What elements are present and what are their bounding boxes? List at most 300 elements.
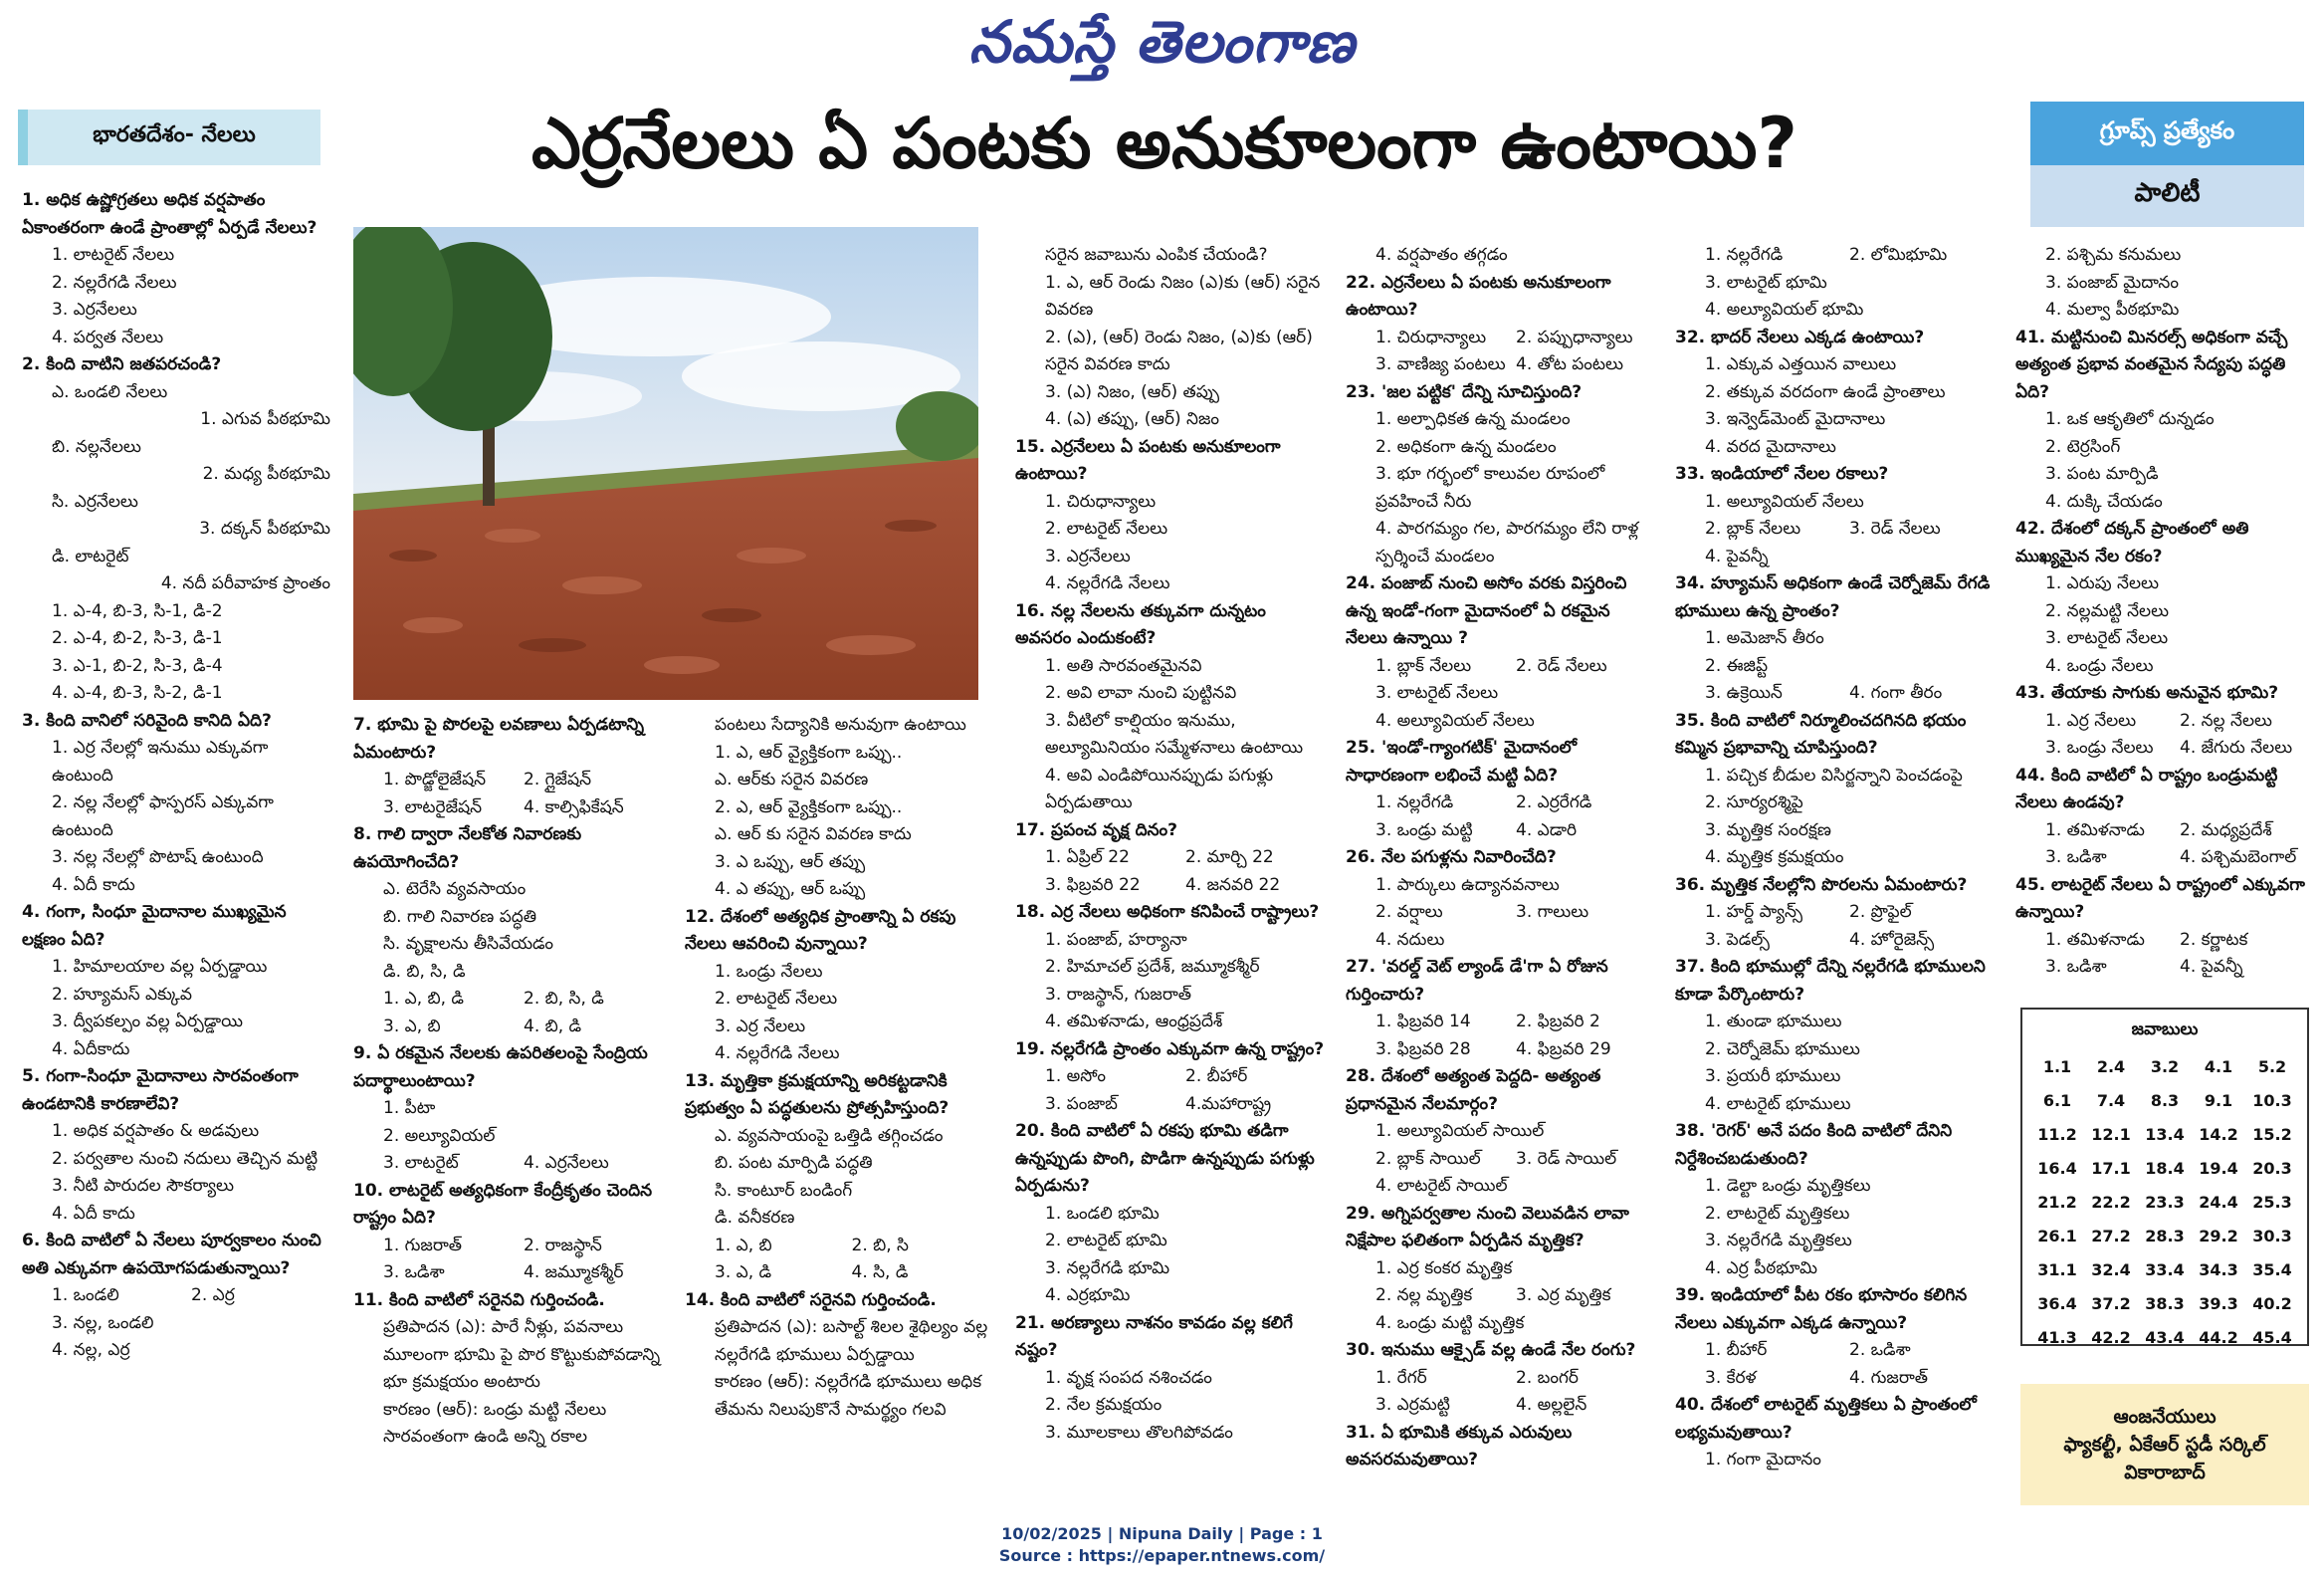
question-text: 8. గాలి ద్వారా నేలకోత నివారణకు ఉపయోగించేది? [353,824,582,872]
option-text: 1. పంజాబ్, హర్యానా [1045,929,1187,950]
option-pair [353,1259,664,1287]
option-text: 3. నల్లరేగడి మృత్తికలు [1705,1231,1852,1250]
option-pair [1346,1146,1656,1174]
question-text: 25. 'ఇండో-గ్యాంగటిక్' మైదానంలో సాధారణంగా లభించే మట్టి ఏది? [1346,738,1578,786]
option-text: 4. వరద మైదానాలు [1705,436,1836,457]
answer-cell: 39.3 [2199,1294,2238,1313]
option-text: 4. ఎర్రభూమి [1045,1285,1131,1305]
option-text: ప్రతిపాదన (ఎ): పారే నీళ్లు, పవనాలు మూలంగా భూమి పై పొర కొట్టుకుపోవడాన్ని భూ క్రమక్షయం అంటారు [383,1317,661,1392]
option-text: 1. ఎర్ర నేలలు [2045,710,2137,731]
answer-cell: 34.3 [2199,1260,2238,1279]
option-text: 3. ఎర్ర మృత్తిక [1516,1285,1611,1305]
option-pair [353,1150,664,1178]
option-text: 4. నదులు [1375,929,1445,950]
option-text: 2. బి, సి, డి [524,989,604,1009]
option-text: 2. బంగర్ [1516,1367,1579,1388]
option-text: 1. ఎర్ర నేలల్లో ఇనుము ఎక్కువగా ఉంటుంది [52,738,269,786]
option-text: 1. పార్కులు ఉద్యానవనాలు [1375,874,1560,895]
answer-cell: 12.1 [2091,1125,2131,1144]
option-text: సి. వృక్షాలను తీసివేయడం [383,934,553,954]
question-text: 33. ఇండియాలో నేలల రకాలు? [1675,464,1889,484]
option-text: 1. ఫిబ్రవరి 14 [1375,1012,1471,1031]
option-text: 2. లోమిభూమి [1849,245,1948,265]
column-2 [353,712,664,1452]
option-text: 3. గాలులు [1516,902,1589,922]
page-footer [0,1523,2324,1567]
answer-cell: 6.1 [2042,1091,2072,1110]
question-text: 1. అధిక ఉష్ణోగ్రతలు అధిక వర్షపాతం ఏకాంతరంగా ఉండే ప్రాంతాల్లో ఏర్పడే నేలలు? [22,190,317,238]
question-text: 37. కింది భూముల్లో దేన్ని నల్లరేగడి భూములని కూడా పేర్కొంటారు? [1675,957,1986,1005]
answer-cell: 4.1 [2204,1057,2233,1076]
question-text: 14. కింది వాటిలో సరైనవి గుర్తించండి. [685,1289,937,1310]
option-text: 1. పీటా [383,1098,436,1118]
option-text: 3. నీటి పారుదల సౌకర్యాలు [52,1176,234,1196]
option-pair [1675,680,1994,708]
question-text: 17. ప్రపంచ వృక్ష దినం? [1015,819,1177,840]
option-text: ఎ. టెరేసి వ్యవసాయం [383,879,527,899]
question-text: 34. హ్యూమస్ అధికంగా ఉండే చెర్నోజెమ్ రేగడి భూములు ఉన్న ప్రాంతం? [1675,573,1991,621]
option-text: 4. కాల్సిఫికేషన్ [524,796,624,817]
option-text: ఎ. ఆర్ కు సరైన వివరణ కాదు [715,824,912,844]
option-text: 2. బ్లాక్ సాయిల్ [1375,1148,1481,1169]
question-text: 32. భాదర్ నేలలు ఎక్కడ ఉంటాయి? [1675,327,1925,347]
question-text: 26. నేల పగుళ్లను నివారించేది? [1346,847,1557,867]
option-text: 3. ఇన్వెడ్‌మెంట్ మైదానాలు [1705,409,1886,429]
option-pair [353,1014,664,1041]
option-pair [1346,1392,1656,1420]
option-pair [353,986,664,1014]
option-text: 1. వృక్ష సంపద నశించడం [1045,1367,1212,1388]
match-option-text: 4. నదీ పరీవాహక ప్రాంతం [160,573,330,593]
question-text: 30. ఇనుము ఆక్సైడ్ వల్ల ఉండే నేల రంగు? [1346,1340,1636,1360]
question-text: 12. దేశంలో అత్యధిక ప్రాంతాన్ని ఏ రకపు నేలలు ఆవరించి వున్నాయి? [685,906,956,954]
option-text: 4. ఎ-4, బి-3, సి-2, డి-1 [52,683,223,703]
option-text: 2. రాజస్థాన్ [524,1235,602,1255]
option-text: సి. ఎర్రనేలలు [52,491,138,512]
author-name: ఆంజనేయులు [2113,1406,2217,1428]
option-pair [685,1233,988,1260]
answer-key-grid [2022,1043,2307,1347]
match-option-text: 2. మధ్య పీఠభూమి [202,464,330,484]
option-text: 3. ఫిబ్రవరి 28 [1375,1038,1471,1059]
option-text: కారణం (ఆర్): నల్లరేగడి భూములు అధిక తేమను నిలుపుకొనే సామర్థ్యం గలవి [715,1372,982,1420]
option-text: 2. లాటరైట్ నేలలు [1045,519,1168,539]
question-text: 5. గంగా-సింధూ మైదానాలు సారవంతంగా ఉండటానికి కారణాలేవి? [22,1066,299,1114]
option-pair [1675,242,1994,270]
option-text: డి. బి, సి, డి [383,961,466,982]
question-text: 41. మట్టినుంచి మినరల్స్ అధికంగా వచ్చే అత్యంత ప్రభావ వంతమైన సేద్యపు పద్ధతి ఏది? [2015,327,2288,402]
option-text: 1. నల్లరేగడి [1375,792,1454,812]
match-option-text: 3. దక్కన్ పీఠభూమి [199,519,330,539]
option-pair [1675,899,1994,927]
option-text: 3. ఒడిశా [2045,847,2107,867]
option-text: 1. అమెజాన్ తీరం [1705,628,1824,648]
option-pair [1675,516,1994,544]
question-text: 36. మృత్తిక నేలల్లోని పొరలను ఏమంటారు? [1675,874,1968,895]
option-text: 2. మధ్యప్రదేశ్ [2180,819,2272,840]
question-text: 19. నల్లరేగడి ప్రాంతం ఎక్కువగా ఉన్న రాష్ట్రం? [1015,1038,1325,1059]
option-text: 3. లాటరైట్ నేలలు [1375,683,1499,703]
option-text: 1. పొడ్జోలైజేషన్ [383,770,487,790]
option-text: 2. పర్వతాల నుంచి నదులు తెచ్చిన మట్టి [52,1148,318,1169]
option-text: 4. జనవరి 22 [1185,874,1281,895]
question-text: 2. కింది వాటిని జతపరచండి? [22,354,222,374]
option-text: 2. అల్యూవియల్ [383,1125,496,1146]
topic-tag: భారతదేశం- నేలలు [18,110,320,165]
answer-cell: 44.2 [2199,1328,2238,1347]
option-text: 1. ఎరుపు నేలలు [2045,573,2159,593]
option-text: 2. బి, సి [851,1235,909,1255]
option-text: 2. ఎర్రరేగడి [1516,792,1592,812]
option-text: 2. చెర్నోజెమ్ భూములు [1705,1038,1860,1059]
answer-cell: 3.2 [2150,1057,2180,1076]
option-text: 4. ఏదీ కాదు [52,1203,135,1224]
question-text: 10. లాటరైట్ అత్యధికంగా కేంద్రీకృతం చెందిన రాష్ట్రం ఏది? [353,1180,653,1228]
answer-cell: 9.1 [2204,1091,2233,1110]
option-text: 1. హర్డ్ ప్యాన్స్ [1705,902,1802,922]
question-text: 45. లాటరైట్ నేలలు ఏ రాష్ట్రంలో ఎక్కువగా ఉన్నాయి? [2015,874,2305,922]
option-pair [2015,817,2314,845]
question-text: 13. మృత్తికా క్రమక్షయాన్ని అరికట్టడానికి ప్రభుత్వం ఏ పద్ధతులను ప్రోత్సహిస్తుంది? [685,1070,950,1118]
option-text: 4. ఏదీ కాదు [52,874,135,895]
answer-cell: 24.4 [2199,1193,2238,1212]
option-text: 1. ఎ, ఆర్ వ్యైక్తికంగా ఒప్పు.. [715,742,903,763]
question-text: 3. కింది వానిలో సరివైంది కానిది ఏది? [22,710,272,731]
option-text: 2. ఫిబ్రవరి 2 [1516,1012,1600,1031]
answer-cell: 28.3 [2145,1227,2185,1245]
option-text: 3. ఒడిశా [2045,957,2107,977]
option-text: 2. ఎ, ఆర్ వ్యైక్తికంగా ఒప్పు.. [715,796,903,817]
option-text: 1. చిరుధాన్యాలు [1375,327,1487,347]
option-text: 4. నల్ల, ఎర్ర [52,1340,130,1360]
option-text: 4. అల్యూవియల్ భూమి [1705,300,1864,320]
option-text: బి. నల్లనేలలు [52,436,141,457]
answer-cell: 26.1 [2037,1227,2077,1245]
option-text: 2. నల్ల నేలల్లో ఫాస్పరస్ ఎక్కువగా ఉంటుంది [52,792,274,840]
option-text: 2. హిమాచల్ ప్రదేశ్, జమ్మూకశ్మీర్ [1045,957,1260,977]
option-text: 3. పంట మార్పిడి [2045,464,2159,484]
option-text: 1. గుజరాత్ [383,1235,462,1255]
option-text: 3. ఒడిశా [383,1262,445,1282]
answer-cell: 14.2 [2199,1125,2238,1144]
answer-cell: 10.3 [2252,1091,2292,1110]
option-text: సి. కాంటూర్ బండింగ్ [715,1180,853,1201]
option-text: 3. ఎర్రనేలలు [1045,546,1131,566]
question-text: 9. ఏ రకమైన నేలలకు ఉపరితలంపై సేంద్రియ పదార్థాలుంటాయి? [353,1043,648,1091]
option-pair [1346,351,1656,379]
option-text: 1. అతి సారవంతమైనవి [1045,655,1202,676]
option-text: 2. అధికంగా ఉన్న మండలం [1375,436,1557,457]
option-text: 2. నల్లరేగడి నేలలు [52,272,177,293]
option-pair [2015,708,2314,736]
answer-cell: 43.4 [2145,1328,2185,1347]
option-text: పంటలు సేద్యానికి అనువుగా ఉంటాయి [715,715,966,735]
option-text: 4. తోట పంటలు [1516,354,1623,374]
option-pair [1015,1091,1326,1119]
option-text: 3. నల్ల నేలల్లో పొటాష్ ఉంటుంది [52,847,264,867]
option-pair [1346,1009,1656,1036]
option-text: 3. ద్వీపకల్పం వల్ల ఏర్పడ్డాయి [52,1012,243,1031]
answer-cell: 21.2 [2037,1193,2077,1212]
option-text: 1. అల్పాధికత ఉన్న మండలం [1375,409,1571,429]
question-text: 20. కింది వాటిలో ఏ రకపు భూమి తడిగా ఉన్నప్పుడు పొంగి, పొడిగా ఉన్నప్పుడు పగుళ్లు ఏర్పడును? [1015,1121,1315,1196]
author-location: వికారాబాద్ [2124,1462,2206,1483]
option-text: 2. కర్ణాటక [2180,929,2248,950]
option-text: 3. ఎర్రనేలలు [52,300,137,320]
option-text: డి. లాటరైట్ [52,546,129,566]
answer-cell: 38.3 [2145,1294,2185,1313]
option-pair [1346,653,1656,681]
option-text: 4. పైవన్నీ [1705,546,1769,566]
option-pair [2015,954,2314,982]
newspaper-masthead: నమస్తే తెలంగాణ [968,8,1356,76]
option-text: 4. అవి ఎండిపోయినప్పుడు పగుళ్లు ఏర్పడుతాయి [1045,765,1274,812]
question-text: 7. భూమి పై పొరలపై లవణాలు ఏర్పడటాన్ని ఏమంటారు? [353,715,645,763]
option-pair [1346,1036,1656,1064]
option-pair [353,767,664,794]
option-pair [1346,325,1656,352]
option-text: 3. నల్లరేగడి భూమి [1045,1257,1170,1278]
option-text: ప్రతిపాదన (ఎ): బసాల్ట్ శిలల శైథిల్యం వల్ల నల్లరేగడి భూములు ఏర్పడ్డాయి [715,1317,988,1365]
question-text: 39. ఇండియాలో పీట రకం భూసారం కలిగిన నేలలు ఎక్కువగా ఎక్కడ ఉన్నాయి? [1675,1285,1968,1333]
option-text: 3. ఎ, డి [715,1262,772,1282]
option-text: 4. జమ్మూకశ్మీర్ [524,1262,624,1282]
option-text: కారణం (ఆర్): ఒండ్రు మట్టి నేలలు సారవంతంగా ఉండి అన్ని రకాల [383,1399,607,1447]
option-text: 3. (ఎ) నిజం, (ఆర్) తప్పు [1045,381,1219,402]
match-option-text: 1. ఎగువ పీఠభూమి [200,409,330,429]
option-text: 4. నల్లరేగడి నేలలు [1045,573,1170,593]
option-text: 4. ఫిబ్రవరి 29 [1516,1038,1611,1059]
answer-cell: 1.1 [2042,1057,2072,1076]
option-text: 3. రెడ్ నేలలు [1849,519,1941,539]
column-6 [1675,242,1994,1474]
option-text: 3. ఎ, బి [383,1016,441,1036]
question-text: 23. 'జల పట్టిక' దేన్ని సూచిస్తుంది? [1346,381,1583,402]
option-text: 4. ఎ తప్పు, ఆర్ ఒప్పు [715,879,866,899]
question-text: 42. దేశంలో దక్కన్ ప్రాంతంలో అతి ముఖ్యమైన నేల రకం? [2015,519,2249,566]
option-text: 3. లాటరైట్ భూమి [1705,272,1827,293]
option-text: 1. ఎక్కువ ఎత్తయిన వాలులు [1705,354,1897,374]
option-text: 4. నల్లరేగడి నేలలు [715,1043,840,1063]
column-7 [2015,242,2314,982]
option-text: 4. ఎర్రనేలలు [524,1153,609,1173]
option-text: 1. నల్లరేగడి [1705,245,1784,265]
question-text: 18. ఎర్ర నేలలు అధికంగా కనిపించే రాష్ట్రాలు? [1015,902,1320,922]
question-text: 24. పంజాబ్ నుంచి అసోం వరకు విస్తరించి ఉన్న ఇండో-గంగా మైదానంలో ఏ రకమైన నేలలు ఉన్నాయి ? [1346,573,1627,648]
option-text: 1. ఎర్ర కంకర మృత్తిక [1375,1257,1513,1278]
option-text: 4. పర్వత నేలలు [52,327,164,347]
question-text: 29. అగ్నిపర్వతాల నుంచి వెలువడిన లావా నిక్షేపాల ఫలితంగా ఏర్పడిన మృత్తిక? [1346,1203,1629,1250]
question-text: 15. ఎర్రనేలలు ఏ పంటకు అనుకూలంగా ఉంటాయి? [1015,436,1281,484]
option-text: 4. పారగమ్యం గల, పారగమ్యం లేని రాళ్ల స్పర్శించే మండలం [1375,519,1639,566]
option-text: 3. పంజాబ్ మైదానం [2045,272,2179,293]
option-pair [1346,1282,1656,1310]
option-text: 1. ఒండలి భూమి [1045,1203,1160,1224]
option-text: 4. (ఎ) తప్పు, (ఆర్) నిజం [1045,409,1219,429]
answer-cell: 13.4 [2145,1125,2185,1144]
answer-cell: 30.3 [2252,1227,2292,1245]
option-text: 4. ఏదీకాదు [52,1038,130,1059]
group-special-tag: గ్రూప్స్ ప్రత్యేకం [2030,102,2304,165]
option-text: 1. అల్యూవియల్ నేలలు [1705,491,1864,512]
question-text: 11. కింది వాటిలో సరైనవి గుర్తించండి. [353,1289,605,1310]
option-pair [1015,1063,1326,1091]
answer-cell: 41.3 [2037,1328,2077,1347]
option-text: 1. ఎ, బి, డి [383,989,465,1009]
answer-cell: 25.3 [2252,1193,2292,1212]
option-text: 2. బ్లాక్ నేలలు [1705,519,1801,539]
option-text: 2. వర్షాలు [1375,902,1443,922]
answer-cell: 17.1 [2091,1159,2131,1178]
option-text: 1. అధిక వర్షపాతం & అడవులు [52,1121,260,1141]
answer-cell: 36.4 [2037,1294,2077,1313]
option-text: 3. నల్ల, ఒండలి [52,1312,154,1333]
option-text: 3. లాటరైట్ [383,1153,459,1173]
answer-cell: 18.4 [2145,1159,2185,1178]
option-text: 4. గంగా తీరం [1849,683,1943,703]
option-text: 4. మల్వా పీఠభూమి [2045,300,2180,320]
option-text: 1. ఏప్రిల్ 22 [1045,847,1130,867]
option-text: 1. డెల్టా ఒండ్రు మృత్తికలు [1705,1176,1871,1196]
option-text: 4. సి, డి [851,1262,909,1282]
option-text: 2. నల్ల నేలలు [2180,710,2272,731]
option-pair [353,794,664,822]
option-text: ఎ. ఆర్‌కు సరైన వివరణ [715,770,869,790]
question-text: 43. తేయాకు సాగుకు అనువైన భూమి? [2015,683,2279,703]
author-affiliation: ఫ్యాకల్టీ, ఏకేఆర్ స్టడీ సర్కిల్ [2063,1434,2266,1456]
answer-cell: 23.3 [2145,1193,2185,1212]
option-text: 2. బీహార్ [1185,1066,1248,1086]
option-text: 2. ఎర్ర [191,1285,235,1305]
answer-cell: 32.4 [2091,1260,2131,1279]
option-text: 1. చిరుధాన్యాలు [1045,491,1157,512]
option-text: 3. రెడ్ సాయిల్ [1516,1148,1617,1169]
option-text: 4. ఒండ్రు నేలలు [2045,655,2154,676]
option-text: 4. లాటరైట్ సాయిల్ [1375,1176,1508,1196]
option-pair [1675,1365,1994,1393]
option-text: 1. తమిళనాడు [2045,929,2145,950]
option-text: 1. తమిళనాడు [2045,819,2145,840]
option-text: 3. వీటిలో కాల్షియం ఇనుము, అల్యూమినియం సమ్మేళనాలు ఉంటాయి [1045,710,1304,758]
option-text: 1. హిమాలయాల వల్ల ఏర్పడ్డాయి [52,957,268,977]
option-text: 4. పశ్చిమబెంగాల్ [2180,847,2297,867]
option-text: 3. భూ గర్భంలో కాలువల రూపంలో ప్రవహించే నీరు [1375,464,1605,512]
option-text: 2. ఒడిశా [1849,1340,1911,1360]
option-text: 4. బి, డి [524,1016,582,1036]
option-text: ఎ. ఒండలి నేలలు [52,381,168,402]
option-text: 4. ఎడారి [1516,819,1578,840]
footer-date-line: 10/02/2025 | Nipuna Daily | Page : 1 [1001,1524,1323,1543]
answer-cell: 35.4 [2252,1260,2292,1279]
option-text: 1. రేగర్ [1375,1367,1427,1388]
option-pair [685,1259,988,1287]
option-text: డి. వనీకరణ [715,1208,795,1228]
option-text: 4. మృత్తిక క్రమక్షయం [1705,847,1844,867]
footer-source-line: Source : https://epaper.ntnews.com/ [998,1546,1326,1565]
answer-cell: 45.4 [2252,1328,2292,1347]
answer-cell: 8.3 [2150,1091,2180,1110]
option-text: 1. అల్యూవియల్ సాయిల్ [1375,1121,1545,1141]
question-text: 28. దేశంలో అత్యంత పెద్దది- అత్యంత ప్రధానమైన నేలమార్గం? [1346,1066,1601,1114]
column-1 [22,187,330,1365]
option-text: 1. ఎ, ఆర్ రెండు నిజం (ఎ)కు (ఆర్) సరైన వివరణ [1045,272,1321,320]
option-text: 3. లాటరైజేషన్ [383,796,483,817]
answer-cell: 31.1 [2037,1260,2077,1279]
option-text: 3. పెడల్స్ [1705,929,1770,950]
option-text: 2. అవి లావా నుంచి పుట్టినవి [1045,683,1237,703]
question-text: 4. గంగా, సింధూ మైదానాల ముఖ్యమైన లక్షణం ఏది? [22,902,287,950]
option-text: 2. పశ్చిమ కనుమలు [2045,245,2182,265]
option-text: 3. లాటరైట్ నేలలు [2045,628,2169,648]
option-pair [1675,927,1994,955]
answer-cell: 15.2 [2252,1125,2292,1144]
red-soil-field-image [353,227,978,700]
option-text: 4. లాటరైట్ భూములు [1705,1093,1851,1114]
option-text: 2. లాటరైట్ భూమి [1045,1231,1167,1250]
option-text: 4. ఎర్ర పీఠభూమి [1705,1257,1817,1278]
question-text: 35. కింది వాటిలో నిర్మూలించదగినది భయం కమ్మిన ప్రభావాన్ని చూపిస్తుంది? [1675,710,1967,758]
option-text: 4. జేగురు నేలలు [2180,738,2293,758]
option-text: బి. గాలి నివారణ పద్ధతి [383,906,537,927]
answer-cell: 40.2 [2252,1294,2292,1313]
option-text: 4. అల్యూవియల్ నేలలు [1375,710,1535,731]
answer-key-title: జవాబులు [2131,1019,2199,1039]
answer-key-box [2020,1008,2309,1346]
option-pair [22,1282,330,1310]
option-text: 3. ఎ ఒప్పు, ఆర్ తప్పు [715,851,866,872]
option-text: 2. నేల క్రమక్షయం [1045,1395,1162,1415]
option-text: 1. ఎ, బి [715,1235,772,1255]
option-pair [1346,817,1656,845]
option-text: 4.మహారాష్ట్ర [1185,1093,1272,1114]
option-text: 4. ఒండ్రు మట్టి మృత్తిక [1375,1312,1525,1333]
option-text: 3. మూలకాలు తొలగిపోవడం [1045,1422,1233,1443]
option-text: 2. టెర్రసింగ్ [2045,436,2121,457]
column-4 [1015,242,1326,1447]
option-text: 2. ఎ-4, బి-2, సి-3, డి-1 [52,628,223,648]
page-headline: ఎర్రనేలలు ఏ పంటకు అనుకూలంగా ఉంటాయి? [531,103,1797,184]
option-text: 2. ఈజిప్ట్ [1705,655,1769,676]
answer-cell: 37.2 [2091,1294,2131,1313]
question-text: 22. ఎర్రనేలలు ఏ పంటకు అనుకూలంగా ఉంటాయి? [1346,272,1611,320]
option-text: 4. తమిళనాడు, ఆంధ్రప్రదేశ్ [1045,1012,1223,1031]
option-text: 2. (ఎ), (ఆర్) రెండు నిజం, (ఎ)కు (ఆర్) సరైన వివరణ కాదు [1045,327,1313,374]
option-pair [1346,899,1656,927]
option-text: 1. అసోం [1045,1066,1106,1086]
option-text: 3. కేరళ [1705,1367,1757,1388]
option-text: 1. పచ్చిక బీడుల విసిర్జన్నాని పెంచడంపై [1705,765,1963,786]
option-text: 1. ఒక ఆకృతిలో దున్నడం [2045,409,2215,429]
option-text: 3. ఉక్రెయిన్ [1705,683,1783,703]
question-text: 38. 'రెగర్' అనే పదం కింది వాటిలో దేనిని నిర్దేశించబడుతుంది? [1675,1121,1953,1169]
option-text: 2. లాటరైట్ మృత్తికలు [1705,1203,1850,1224]
option-text: 2. లాటరైట్ నేలలు [715,989,838,1009]
option-text: 2. నల్లమట్టి నేలలు [2045,600,2170,621]
option-text: 2. హ్యూమస్ ఎక్కువ [52,984,192,1005]
option-pair [2015,927,2314,955]
question-text: 31. ఏ భూమికి తక్కువ ఎరువులు అవసరమవుతాయి? [1346,1422,1573,1470]
option-text: 3. వాణిజ్య పంటలు [1375,354,1506,374]
answer-cell: 29.2 [2199,1227,2238,1245]
answer-cell: 7.4 [2096,1091,2126,1110]
author-credit-box [2020,1384,2309,1505]
option-text: 4. అల్లలైన్ [1516,1395,1587,1415]
option-pair [2015,844,2314,872]
option-text: 4. హోరైజెన్స్ [1849,929,1935,950]
option-pair [2015,735,2314,763]
option-pair [353,1233,664,1260]
question-text: 27. 'వరల్డ్ వెట్ ల్యాండ్ డే'గా ఏ రోజున గుర్తించారు? [1346,957,1608,1005]
